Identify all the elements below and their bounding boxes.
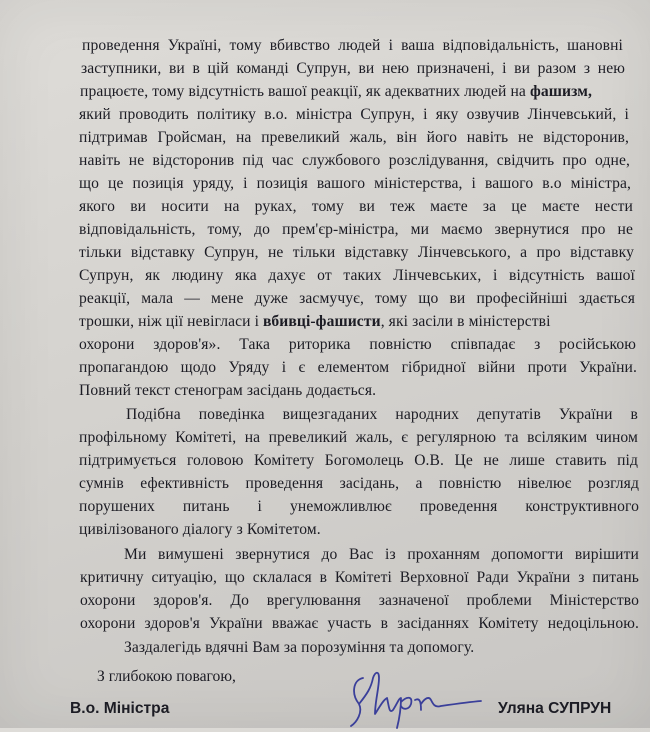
text-segment: працюєте, тому відсутність вашої реакції, як адекватних людей на: [80, 83, 530, 100]
text-line: Заздалегідь вдячні Вам за порозуміння та допомогу.: [124, 639, 475, 656]
text-line: реакції, мала — мене дуже засмучує, тому що ви професійніші здається: [79, 290, 635, 307]
text-line: пропагандою щодо Уряду і є елементом гібридної війни проти України.: [79, 359, 637, 376]
signer-name: Уляна СУПРУН: [498, 700, 612, 717]
text-line: Ми вимушені звернутися до Вас із проханням допомогти вирішити: [124, 546, 639, 563]
text-line: який проводить політику в.о. міністра Супрун, і яку озвучив Лінчевський, і: [79, 106, 629, 123]
text-line: сумнів ефективність проведення засідань, а повністю нівелює розгляд: [79, 475, 639, 492]
signer-title: В.о. Міністра: [70, 700, 170, 717]
text-line: цивілізованого діалогу з Комітетом.: [79, 521, 321, 538]
text-line: охорони здоров'я». Така риторика повністю співпадає з російською: [79, 336, 636, 353]
text-line: порушених питань і унеможливлює проведення конструктивного: [79, 498, 639, 515]
text-line: профільному Комітеті, на превеликий жаль, є регулярною та всіляким чином: [79, 429, 638, 446]
text-line: що це позиція уряду, і позиція вашого міністерства, і вашого в.о міністра,: [79, 175, 631, 192]
text-line: проведення Україні, тому вбивство людей і ваша відповідальність, шановні: [82, 37, 623, 54]
bold-text: вбивці-фашисти: [263, 313, 381, 330]
text-line: [80, 82, 592, 102]
text-line: Супрун, як людину яка дахує от таких Лінчевських, і відсутність вашої: [79, 267, 635, 284]
text-line: Подібна поведінка вищезгаданих народних депутатів України в: [126, 406, 638, 423]
text-line: критичну ситуацію, що склалася в Комітеті Верховної Ради України з питань: [80, 569, 639, 586]
text-line: підтримується головою Комітету Богомолець О.В. Це не лише ставить під: [79, 452, 638, 469]
text-line: охорони здоров'я України вважає участь в засіданнях Комітету недоцільною.: [80, 615, 639, 632]
text-segment: , які засіли в міністерстві: [380, 313, 551, 330]
closing-phrase: З глибокою повагою,: [97, 668, 236, 685]
text-line: навіть не відсторонив під час службового розслідування, свідчить про одне,: [79, 152, 630, 169]
text-line: [79, 312, 551, 332]
text-line: Повний текст стенограм засідань додається.: [79, 382, 377, 399]
handwritten-signature: [345, 662, 485, 732]
text-line: тільки відставку Супрун, не тільки відставку Лінчевського, а про відставку: [79, 244, 634, 261]
bold-text: фашизм,: [529, 83, 592, 100]
text-line: заступники, ви в цій команді Супрун, ви нею призначені, і ви разом з нею: [81, 60, 625, 77]
text-line: охорони здоров'я. До врегулювання зазначеної проблеми Міністерство: [80, 592, 639, 609]
text-segment: трошки, ніж ції невігласи і: [79, 313, 264, 330]
text-line: підтримав Гройсман, на превеликий жаль, він його навіть не відсторонив,: [79, 129, 629, 146]
text-line: якого ви носити на руках, тому ви теж маєте за це маєте нести: [79, 198, 633, 215]
text-line: відповідальність, тому, до прем'єр-міністра, ми маємо звернутися про не: [79, 221, 633, 238]
